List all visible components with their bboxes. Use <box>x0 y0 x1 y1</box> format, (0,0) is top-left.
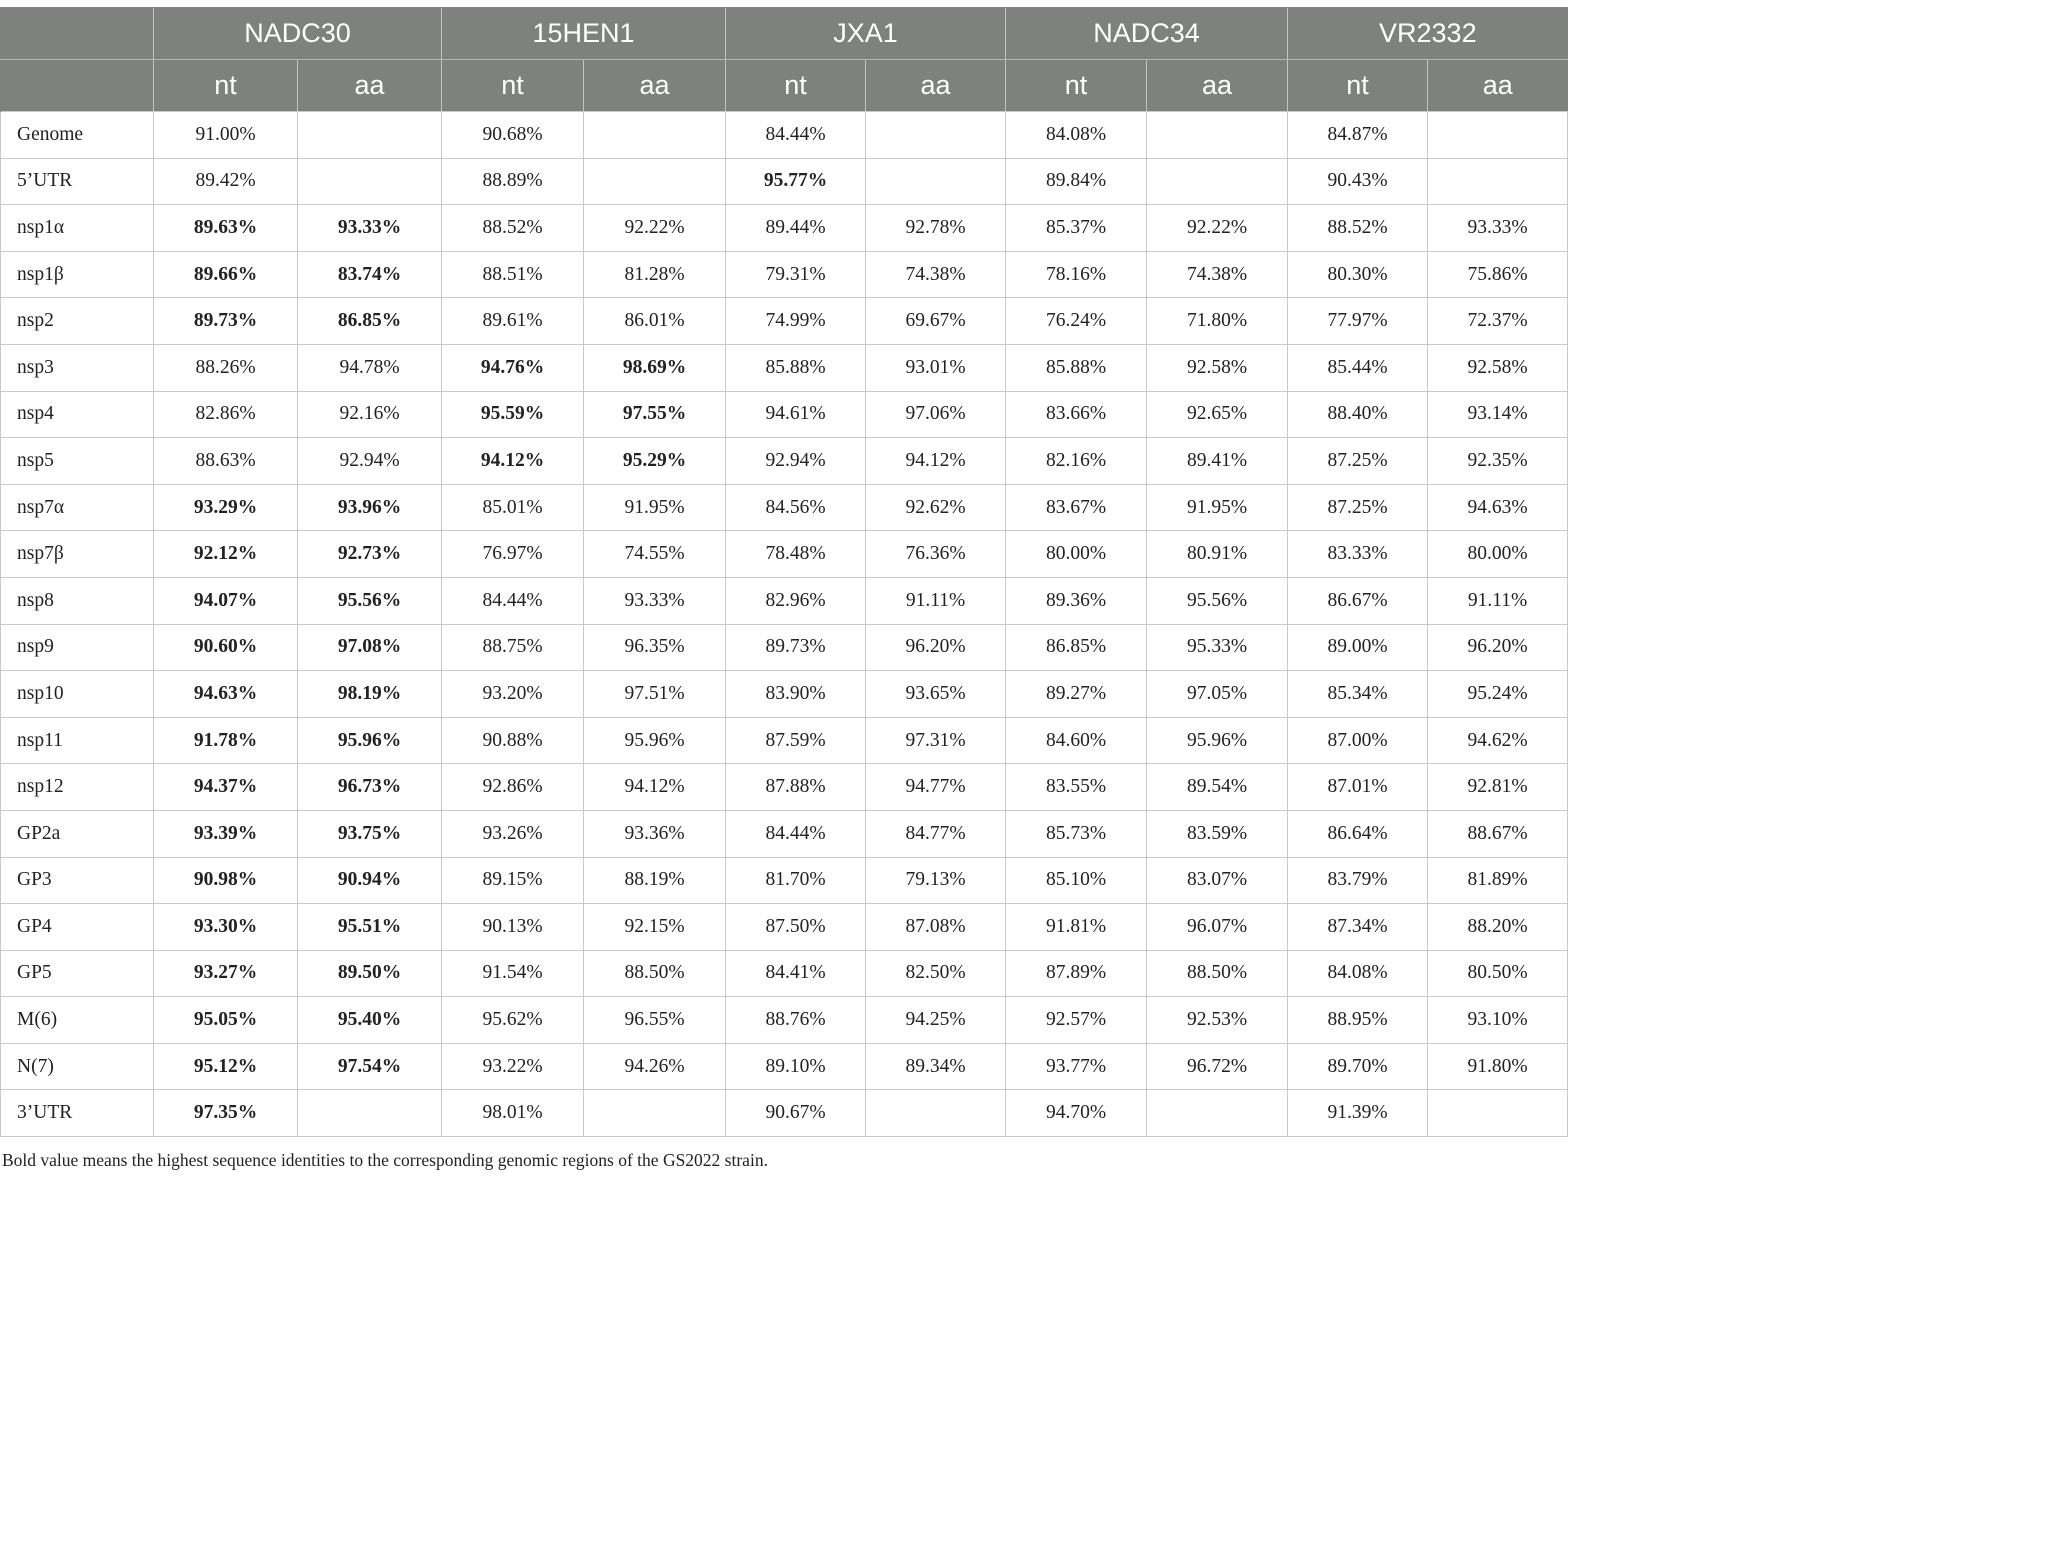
nt-identity-cell: 85.88% <box>726 344 866 391</box>
aa-identity-cell: 95.40% <box>298 997 442 1044</box>
aa-identity-cell: 83.59% <box>1147 810 1288 857</box>
aa-identity-cell <box>866 1090 1006 1137</box>
region-label: GP5 <box>1 950 154 997</box>
region-label: N(7) <box>1 1043 154 1090</box>
nt-identity-cell: 94.63% <box>154 671 298 718</box>
subheader-row <box>1 60 1568 112</box>
aa-identity-cell: 92.22% <box>584 205 726 252</box>
aa-identity-cell: 96.72% <box>1147 1043 1288 1090</box>
nt-identity-cell: 89.84% <box>1006 158 1147 205</box>
aa-identity-cell: 89.54% <box>1147 764 1288 811</box>
nt-identity-cell: 81.70% <box>726 857 866 904</box>
nt-identity-cell: 87.59% <box>726 717 866 764</box>
nt-identity-cell: 87.89% <box>1006 950 1147 997</box>
nt-identity-cell: 89.44% <box>726 205 866 252</box>
aa-identity-cell: 69.67% <box>866 298 1006 345</box>
aa-identity-cell: 89.34% <box>866 1043 1006 1090</box>
nt-identity-cell: 76.24% <box>1006 298 1147 345</box>
aa-subheader: aa <box>298 60 442 112</box>
nt-identity-cell: 88.95% <box>1288 997 1428 1044</box>
aa-identity-cell: 94.77% <box>866 764 1006 811</box>
aa-identity-cell <box>866 112 1006 159</box>
nt-identity-cell: 83.67% <box>1006 484 1147 531</box>
nt-identity-cell: 94.61% <box>726 391 866 438</box>
aa-subheader: aa <box>584 60 726 112</box>
aa-identity-cell: 96.20% <box>1428 624 1568 671</box>
aa-identity-cell: 91.95% <box>1147 484 1288 531</box>
table-row <box>1 624 1568 671</box>
region-label: nsp1β <box>1 251 154 298</box>
nt-identity-cell: 92.86% <box>442 764 584 811</box>
aa-identity-cell: 92.65% <box>1147 391 1288 438</box>
strain-header: JXA1 <box>726 8 1006 60</box>
nt-identity-cell: 88.40% <box>1288 391 1428 438</box>
table-row <box>1 1090 1568 1137</box>
table-row <box>1 717 1568 764</box>
nt-identity-cell: 85.01% <box>442 484 584 531</box>
nt-identity-cell: 88.51% <box>442 251 584 298</box>
nt-identity-cell: 79.31% <box>726 251 866 298</box>
aa-identity-cell: 92.58% <box>1428 344 1568 391</box>
aa-identity-cell: 74.55% <box>584 531 726 578</box>
nt-identity-cell: 93.27% <box>154 950 298 997</box>
strain-header: 15HEN1 <box>442 8 726 60</box>
region-label: nsp8 <box>1 577 154 624</box>
nt-identity-cell: 87.25% <box>1288 438 1428 485</box>
nt-identity-cell: 83.33% <box>1288 531 1428 578</box>
aa-identity-cell: 81.28% <box>584 251 726 298</box>
corner-cell <box>1 60 154 112</box>
nt-identity-cell: 95.77% <box>726 158 866 205</box>
nt-identity-cell: 94.37% <box>154 764 298 811</box>
nt-identity-cell: 78.48% <box>726 531 866 578</box>
aa-identity-cell: 83.74% <box>298 251 442 298</box>
nt-identity-cell: 82.86% <box>154 391 298 438</box>
table-row <box>1 764 1568 811</box>
region-label: nsp11 <box>1 717 154 764</box>
aa-identity-cell <box>866 158 1006 205</box>
region-label: nsp5 <box>1 438 154 485</box>
table-row <box>1 531 1568 578</box>
nt-identity-cell: 77.97% <box>1288 298 1428 345</box>
nt-identity-cell: 89.70% <box>1288 1043 1428 1090</box>
aa-identity-cell: 93.33% <box>584 577 726 624</box>
nt-identity-cell: 85.10% <box>1006 857 1147 904</box>
aa-identity-cell: 95.24% <box>1428 671 1568 718</box>
nt-identity-cell: 83.55% <box>1006 764 1147 811</box>
nt-identity-cell: 90.88% <box>442 717 584 764</box>
aa-identity-cell: 80.50% <box>1428 950 1568 997</box>
nt-identity-cell: 85.37% <box>1006 205 1147 252</box>
aa-identity-cell: 92.73% <box>298 531 442 578</box>
sequence-identity-table <box>0 7 1568 1137</box>
aa-identity-cell: 97.51% <box>584 671 726 718</box>
table-row <box>1 484 1568 531</box>
aa-identity-cell: 94.63% <box>1428 484 1568 531</box>
nt-identity-cell: 91.78% <box>154 717 298 764</box>
nt-identity-cell: 90.98% <box>154 857 298 904</box>
aa-identity-cell: 92.35% <box>1428 438 1568 485</box>
aa-identity-cell: 93.14% <box>1428 391 1568 438</box>
aa-identity-cell: 92.62% <box>866 484 1006 531</box>
region-label: M(6) <box>1 997 154 1044</box>
nt-identity-cell: 89.63% <box>154 205 298 252</box>
nt-identity-cell: 95.05% <box>154 997 298 1044</box>
region-label: nsp10 <box>1 671 154 718</box>
table-row <box>1 577 1568 624</box>
table-row <box>1 205 1568 252</box>
aa-identity-cell: 80.00% <box>1428 531 1568 578</box>
nt-identity-cell: 84.08% <box>1006 112 1147 159</box>
nt-identity-cell: 87.34% <box>1288 904 1428 951</box>
aa-subheader: aa <box>866 60 1006 112</box>
aa-identity-cell: 97.31% <box>866 717 1006 764</box>
nt-identity-cell: 86.64% <box>1288 810 1428 857</box>
aa-identity-cell: 97.55% <box>584 391 726 438</box>
nt-identity-cell: 94.07% <box>154 577 298 624</box>
nt-identity-cell: 80.00% <box>1006 531 1147 578</box>
aa-identity-cell <box>298 1090 442 1137</box>
strain-header: NADC30 <box>154 8 442 60</box>
table-row <box>1 344 1568 391</box>
nt-identity-cell: 80.30% <box>1288 251 1428 298</box>
nt-identity-cell: 89.36% <box>1006 577 1147 624</box>
region-label: nsp2 <box>1 298 154 345</box>
aa-identity-cell: 92.22% <box>1147 205 1288 252</box>
nt-identity-cell: 84.60% <box>1006 717 1147 764</box>
aa-identity-cell: 94.62% <box>1428 717 1568 764</box>
aa-identity-cell: 95.33% <box>1147 624 1288 671</box>
aa-identity-cell: 93.10% <box>1428 997 1568 1044</box>
nt-identity-cell: 91.39% <box>1288 1090 1428 1137</box>
aa-identity-cell: 88.50% <box>1147 950 1288 997</box>
aa-identity-cell: 92.58% <box>1147 344 1288 391</box>
nt-identity-cell: 92.94% <box>726 438 866 485</box>
corner-cell <box>1 8 154 60</box>
aa-identity-cell: 93.33% <box>298 205 442 252</box>
table-footnote: Bold value means the highest sequence identities to the corresponding genomic regions of the GS2022 strain. <box>2 1150 768 1170</box>
region-label: nsp7α <box>1 484 154 531</box>
aa-identity-cell: 96.73% <box>298 764 442 811</box>
nt-identity-cell: 87.01% <box>1288 764 1428 811</box>
nt-identity-cell: 85.44% <box>1288 344 1428 391</box>
aa-identity-cell: 72.37% <box>1428 298 1568 345</box>
nt-identity-cell: 88.26% <box>154 344 298 391</box>
nt-identity-cell: 90.43% <box>1288 158 1428 205</box>
table-row <box>1 671 1568 718</box>
nt-identity-cell: 94.70% <box>1006 1090 1147 1137</box>
aa-identity-cell: 95.96% <box>1147 717 1288 764</box>
aa-identity-cell: 97.06% <box>866 391 1006 438</box>
aa-identity-cell: 94.12% <box>584 764 726 811</box>
aa-identity-cell: 95.56% <box>298 577 442 624</box>
nt-identity-cell: 91.54% <box>442 950 584 997</box>
aa-identity-cell: 93.33% <box>1428 205 1568 252</box>
aa-identity-cell: 96.07% <box>1147 904 1288 951</box>
nt-identity-cell: 74.99% <box>726 298 866 345</box>
region-label: GP4 <box>1 904 154 951</box>
aa-identity-cell: 95.51% <box>298 904 442 951</box>
aa-identity-cell: 98.69% <box>584 344 726 391</box>
nt-identity-cell: 91.00% <box>154 112 298 159</box>
nt-subheader: nt <box>442 60 584 112</box>
aa-identity-cell: 95.96% <box>584 717 726 764</box>
aa-identity-cell: 91.11% <box>866 577 1006 624</box>
aa-identity-cell: 97.05% <box>1147 671 1288 718</box>
aa-identity-cell: 86.85% <box>298 298 442 345</box>
nt-identity-cell: 89.61% <box>442 298 584 345</box>
nt-identity-cell: 88.76% <box>726 997 866 1044</box>
aa-identity-cell <box>1428 112 1568 159</box>
aa-identity-cell: 74.38% <box>1147 251 1288 298</box>
aa-identity-cell: 92.94% <box>298 438 442 485</box>
nt-identity-cell: 90.60% <box>154 624 298 671</box>
aa-identity-cell: 94.78% <box>298 344 442 391</box>
nt-identity-cell: 88.89% <box>442 158 584 205</box>
aa-identity-cell: 95.29% <box>584 438 726 485</box>
aa-identity-cell: 91.80% <box>1428 1043 1568 1090</box>
nt-identity-cell: 90.13% <box>442 904 584 951</box>
table-body <box>1 112 1568 1137</box>
table-row <box>1 438 1568 485</box>
aa-identity-cell: 88.20% <box>1428 904 1568 951</box>
nt-identity-cell: 93.26% <box>442 810 584 857</box>
nt-identity-cell: 84.08% <box>1288 950 1428 997</box>
aa-identity-cell <box>1147 1090 1288 1137</box>
nt-identity-cell: 84.44% <box>726 810 866 857</box>
aa-identity-cell: 93.96% <box>298 484 442 531</box>
aa-identity-cell: 94.25% <box>866 997 1006 1044</box>
nt-identity-cell: 87.25% <box>1288 484 1428 531</box>
aa-subheader: aa <box>1428 60 1568 112</box>
nt-identity-cell: 93.29% <box>154 484 298 531</box>
aa-identity-cell: 94.12% <box>866 438 1006 485</box>
nt-identity-cell: 88.63% <box>154 438 298 485</box>
nt-identity-cell: 85.88% <box>1006 344 1147 391</box>
region-label: nsp1α <box>1 205 154 252</box>
region-label: nsp9 <box>1 624 154 671</box>
aa-identity-cell: 96.55% <box>584 997 726 1044</box>
aa-identity-cell <box>584 112 726 159</box>
aa-identity-cell: 88.50% <box>584 950 726 997</box>
table-row <box>1 251 1568 298</box>
region-label: nsp4 <box>1 391 154 438</box>
nt-identity-cell: 84.56% <box>726 484 866 531</box>
aa-identity-cell: 98.19% <box>298 671 442 718</box>
nt-identity-cell: 89.42% <box>154 158 298 205</box>
region-label: Genome <box>1 112 154 159</box>
nt-identity-cell: 89.00% <box>1288 624 1428 671</box>
aa-identity-cell: 76.36% <box>866 531 1006 578</box>
table-row <box>1 1043 1568 1090</box>
nt-identity-cell: 95.62% <box>442 997 584 1044</box>
aa-identity-cell: 87.08% <box>866 904 1006 951</box>
nt-identity-cell: 83.90% <box>726 671 866 718</box>
nt-identity-cell: 84.87% <box>1288 112 1428 159</box>
region-label: GP3 <box>1 857 154 904</box>
region-label: 3’UTR <box>1 1090 154 1137</box>
table-row <box>1 391 1568 438</box>
nt-identity-cell: 93.22% <box>442 1043 584 1090</box>
aa-identity-cell <box>584 1090 726 1137</box>
aa-subheader: aa <box>1147 60 1288 112</box>
nt-identity-cell: 93.20% <box>442 671 584 718</box>
nt-identity-cell: 87.88% <box>726 764 866 811</box>
aa-identity-cell: 96.20% <box>866 624 1006 671</box>
nt-identity-cell: 95.59% <box>442 391 584 438</box>
aa-identity-cell: 92.81% <box>1428 764 1568 811</box>
strain-header: VR2332 <box>1288 8 1568 60</box>
nt-identity-cell: 89.27% <box>1006 671 1147 718</box>
aa-identity-cell <box>584 158 726 205</box>
aa-identity-cell: 82.50% <box>866 950 1006 997</box>
aa-identity-cell: 95.96% <box>298 717 442 764</box>
aa-identity-cell: 88.19% <box>584 857 726 904</box>
aa-identity-cell: 92.16% <box>298 391 442 438</box>
aa-identity-cell: 83.07% <box>1147 857 1288 904</box>
strain-header: NADC34 <box>1006 8 1288 60</box>
nt-subheader: nt <box>1006 60 1147 112</box>
nt-identity-cell: 83.66% <box>1006 391 1147 438</box>
aa-identity-cell: 96.35% <box>584 624 726 671</box>
nt-identity-cell: 97.35% <box>154 1090 298 1137</box>
aa-identity-cell: 94.26% <box>584 1043 726 1090</box>
aa-identity-cell: 93.65% <box>866 671 1006 718</box>
table-row <box>1 810 1568 857</box>
aa-identity-cell: 92.15% <box>584 904 726 951</box>
nt-identity-cell: 89.10% <box>726 1043 866 1090</box>
nt-identity-cell: 95.12% <box>154 1043 298 1090</box>
nt-identity-cell: 94.12% <box>442 438 584 485</box>
table-row <box>1 904 1568 951</box>
region-label: nsp7β <box>1 531 154 578</box>
nt-identity-cell: 88.52% <box>442 205 584 252</box>
nt-identity-cell: 93.30% <box>154 904 298 951</box>
table-row <box>1 298 1568 345</box>
aa-identity-cell: 74.38% <box>866 251 1006 298</box>
aa-identity-cell: 95.56% <box>1147 577 1288 624</box>
nt-identity-cell: 76.97% <box>442 531 584 578</box>
table-row <box>1 112 1568 159</box>
aa-identity-cell: 97.08% <box>298 624 442 671</box>
nt-identity-cell: 78.16% <box>1006 251 1147 298</box>
region-label: 5’UTR <box>1 158 154 205</box>
nt-identity-cell: 85.73% <box>1006 810 1147 857</box>
nt-identity-cell: 89.73% <box>726 624 866 671</box>
aa-identity-cell: 75.86% <box>1428 251 1568 298</box>
nt-identity-cell: 93.77% <box>1006 1043 1147 1090</box>
table-row <box>1 950 1568 997</box>
nt-identity-cell: 84.41% <box>726 950 866 997</box>
table-row <box>1 997 1568 1044</box>
aa-identity-cell: 81.89% <box>1428 857 1568 904</box>
nt-identity-cell: 88.75% <box>442 624 584 671</box>
aa-identity-cell: 93.75% <box>298 810 442 857</box>
aa-identity-cell <box>1147 158 1288 205</box>
table-row <box>1 857 1568 904</box>
aa-identity-cell: 92.78% <box>866 205 1006 252</box>
nt-identity-cell: 90.68% <box>442 112 584 159</box>
nt-identity-cell: 84.44% <box>726 112 866 159</box>
nt-identity-cell: 89.66% <box>154 251 298 298</box>
nt-identity-cell: 82.96% <box>726 577 866 624</box>
nt-identity-cell: 84.44% <box>442 577 584 624</box>
aa-identity-cell: 91.95% <box>584 484 726 531</box>
nt-identity-cell: 86.85% <box>1006 624 1147 671</box>
region-label: nsp12 <box>1 764 154 811</box>
aa-identity-cell: 89.50% <box>298 950 442 997</box>
nt-identity-cell: 98.01% <box>442 1090 584 1137</box>
aa-identity-cell: 86.01% <box>584 298 726 345</box>
nt-identity-cell: 89.15% <box>442 857 584 904</box>
aa-identity-cell: 71.80% <box>1147 298 1288 345</box>
nt-identity-cell: 82.16% <box>1006 438 1147 485</box>
region-label: nsp3 <box>1 344 154 391</box>
nt-identity-cell: 87.00% <box>1288 717 1428 764</box>
region-label: GP2a <box>1 810 154 857</box>
aa-identity-cell: 79.13% <box>866 857 1006 904</box>
aa-identity-cell <box>1428 1090 1568 1137</box>
aa-identity-cell: 93.01% <box>866 344 1006 391</box>
nt-identity-cell: 90.67% <box>726 1090 866 1137</box>
aa-identity-cell <box>1147 112 1288 159</box>
nt-identity-cell: 85.34% <box>1288 671 1428 718</box>
aa-identity-cell <box>298 158 442 205</box>
aa-identity-cell: 92.53% <box>1147 997 1288 1044</box>
nt-subheader: nt <box>154 60 298 112</box>
nt-subheader: nt <box>726 60 866 112</box>
table-header <box>1 8 1568 112</box>
strain-header-row <box>1 8 1568 60</box>
aa-identity-cell: 90.94% <box>298 857 442 904</box>
nt-identity-cell: 88.52% <box>1288 205 1428 252</box>
nt-identity-cell: 94.76% <box>442 344 584 391</box>
nt-identity-cell: 87.50% <box>726 904 866 951</box>
table-row <box>1 158 1568 205</box>
nt-identity-cell: 89.73% <box>154 298 298 345</box>
aa-identity-cell: 84.77% <box>866 810 1006 857</box>
aa-identity-cell: 80.91% <box>1147 531 1288 578</box>
nt-identity-cell: 91.81% <box>1006 904 1147 951</box>
aa-identity-cell: 97.54% <box>298 1043 442 1090</box>
aa-identity-cell: 89.41% <box>1147 438 1288 485</box>
nt-identity-cell: 86.67% <box>1288 577 1428 624</box>
aa-identity-cell: 88.67% <box>1428 810 1568 857</box>
nt-identity-cell: 92.12% <box>154 531 298 578</box>
aa-identity-cell <box>1428 158 1568 205</box>
aa-identity-cell: 91.11% <box>1428 577 1568 624</box>
nt-identity-cell: 92.57% <box>1006 997 1147 1044</box>
nt-identity-cell: 83.79% <box>1288 857 1428 904</box>
nt-subheader: nt <box>1288 60 1428 112</box>
aa-identity-cell <box>298 112 442 159</box>
aa-identity-cell: 93.36% <box>584 810 726 857</box>
nt-identity-cell: 93.39% <box>154 810 298 857</box>
